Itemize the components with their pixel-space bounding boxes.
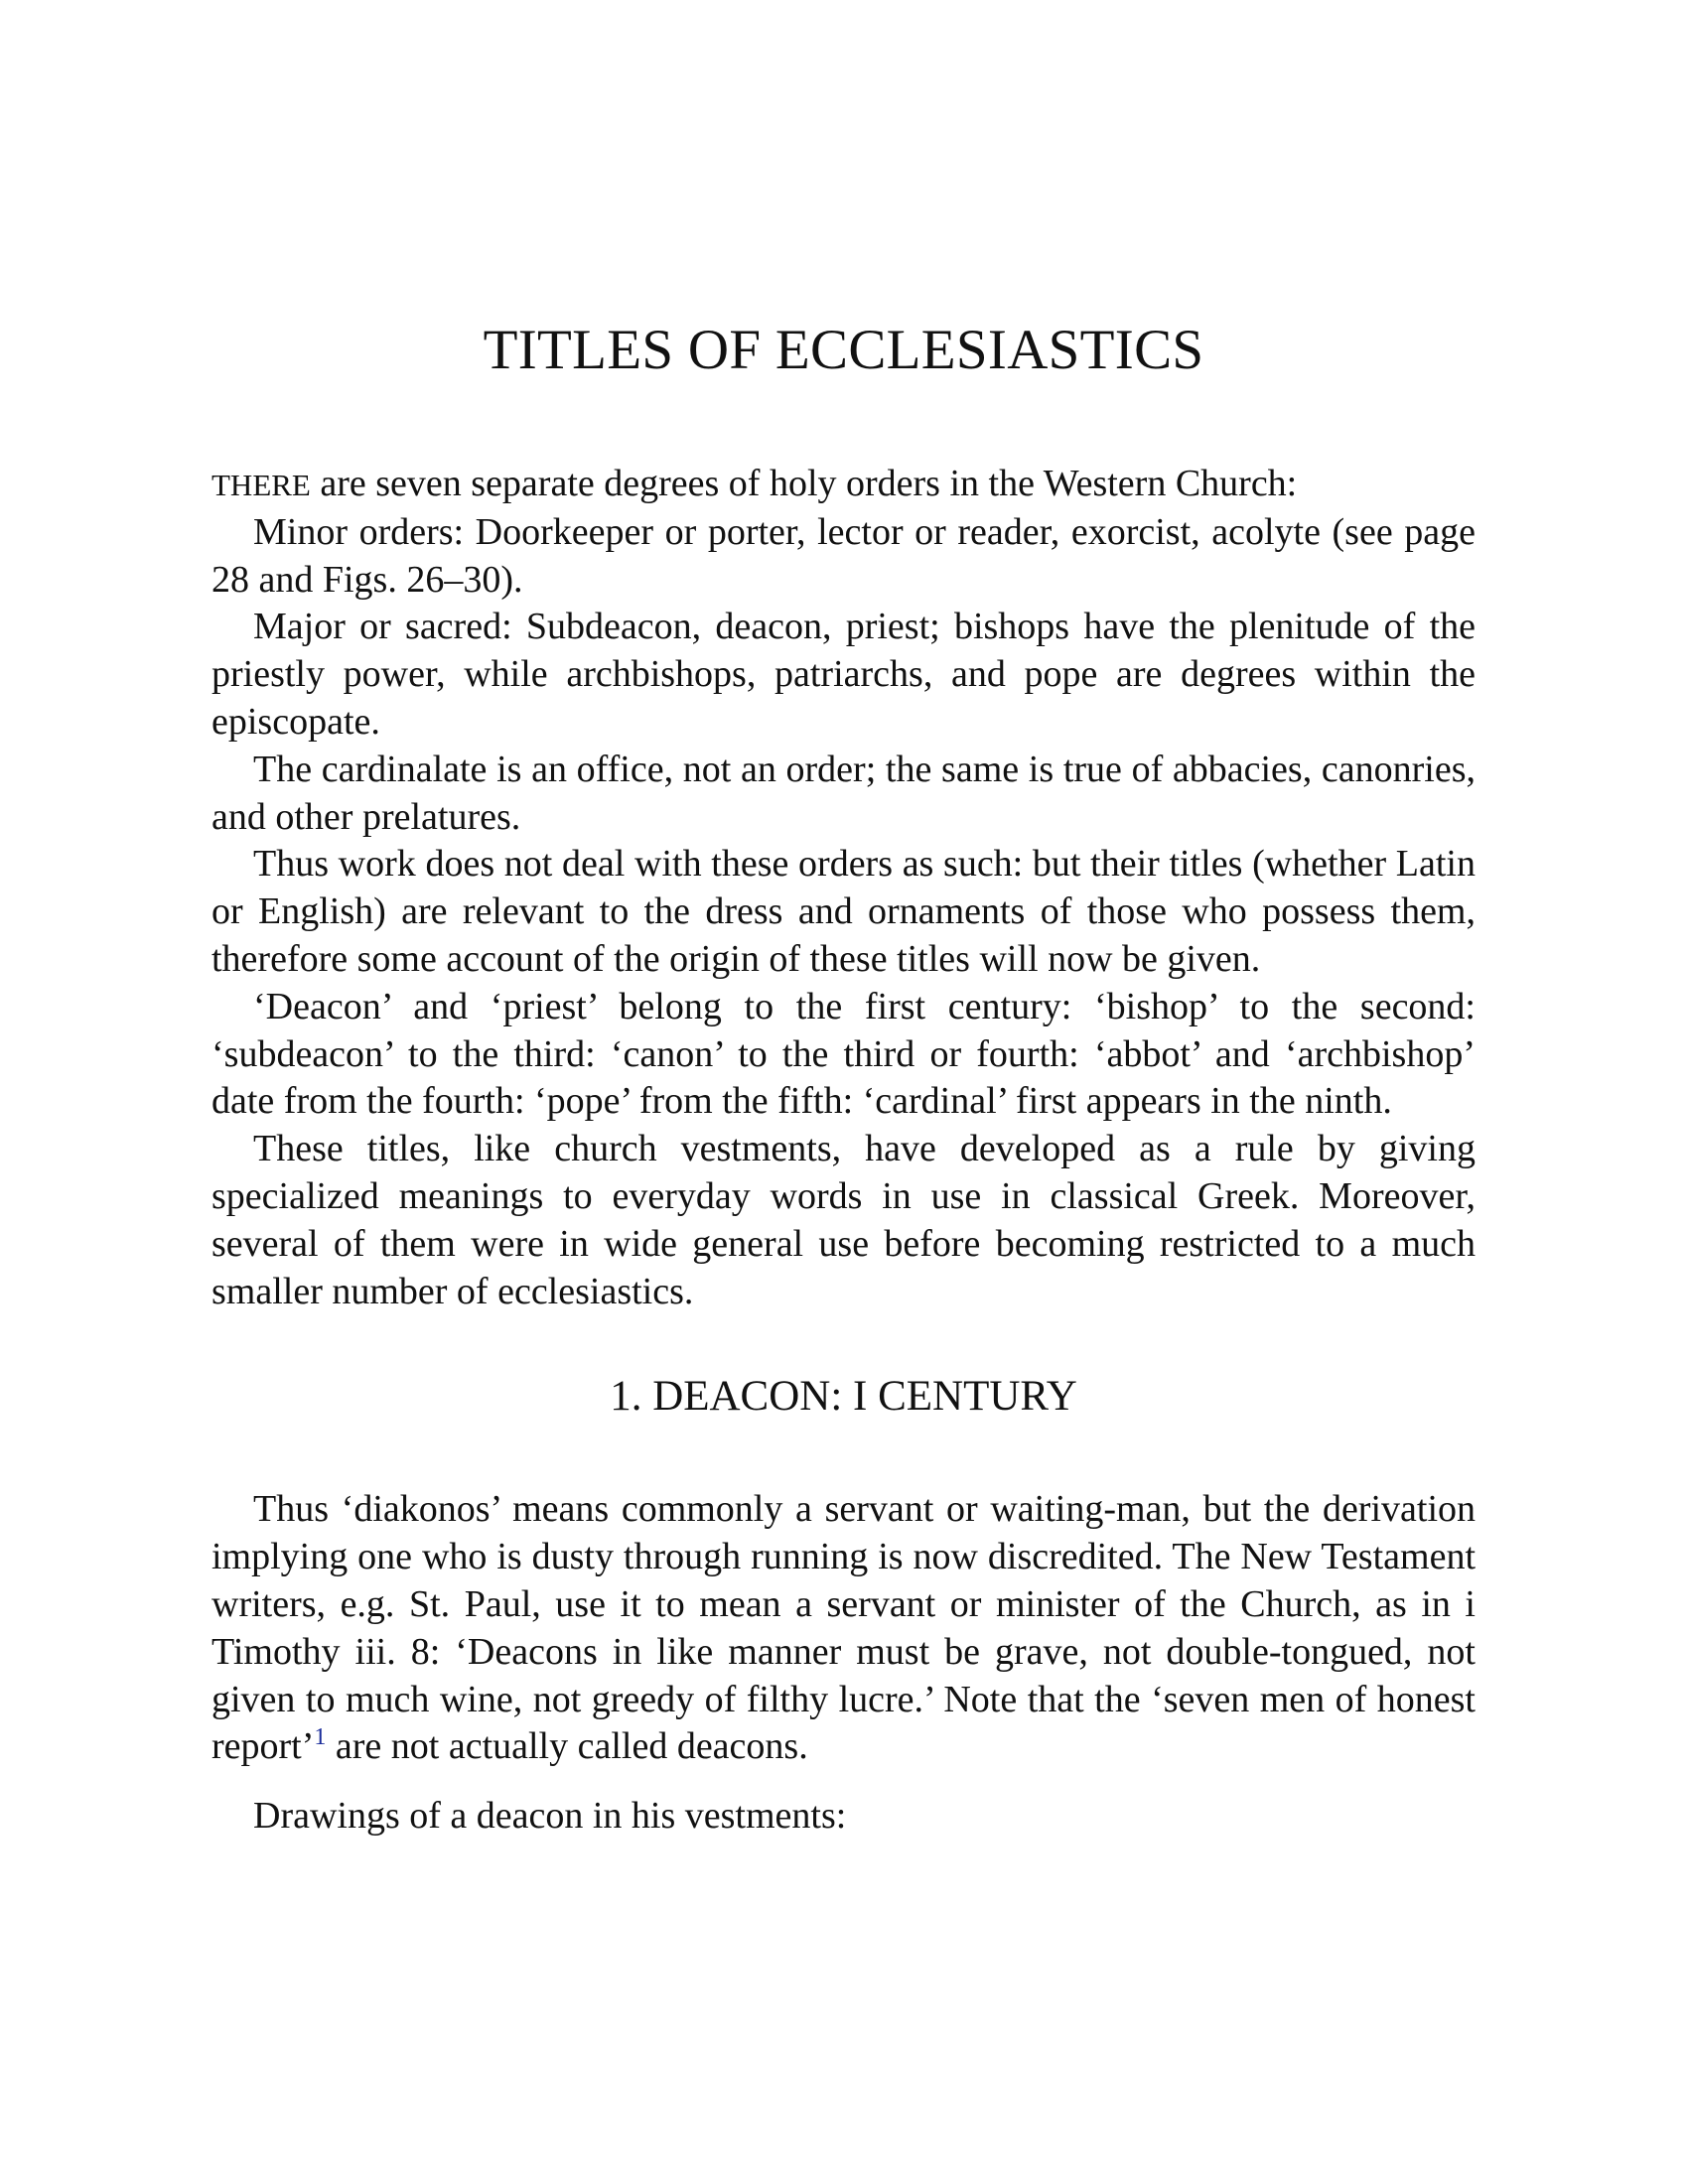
section-body-deacon (211, 1486, 1476, 1841)
paragraph-cardinalate: The cardinalate is an office, not an order; the same is true of abbacies, canonries, and other prelatures. (211, 748, 1476, 838)
paragraph-diakonos (211, 1486, 1476, 1771)
intro-paragraph (211, 461, 1476, 509)
section-heading-deacon: 1. DEACON: I CENTURY (610, 1373, 1077, 1421)
lead-word: THERE (211, 468, 311, 502)
document-page (211, 316, 1476, 1841)
intro-text: are seven separate degrees of holy orders in the Western Church: (310, 463, 1298, 504)
drawings-caption: Drawings of a deacon in his vestments: (253, 1795, 847, 1838)
paragraph-minor-orders: Minor orders: Doorkeeper or porter, lector or reader, exorcist, acolyte (see page 28 and Figs. 26–30). (211, 510, 1476, 601)
paragraph-titles-relevance: Thus work does not deal with these orders as such: but their titles (whether Latin or English) are relevant to the dress and ornaments of those who possess them, therefore some account of the origin of these titles will now be given. (211, 843, 1476, 980)
diakonos-text-end: are not actually called deacons. (326, 1725, 808, 1768)
diakonos-text: Thus ‘diakonos’ means commonly a servant or waiting-man, but the derivation implying one who is dusty through running is now discredited. The New Testament writers, e.g. St. Paul, use it to mean a servant or minister of the Church, as in i Timothy iii. 8: ‘Deacons in like manner must be grave, not double-tongued, not given to much wine, not greedy of filthy lucre.’ Note that the ‘seven men of honest report’ (211, 1488, 1476, 1768)
paragraph-title-development: These titles, like church vestments, have developed as a rule by giving specialized meanings to everyday words in use in classical Greek. Moreover, several of them were in wide general use before becoming restricted to a much smaller number of ecclesiastics. (211, 1128, 1476, 1312)
page-title: TITLES OF ECCLESIASTICS (483, 319, 1204, 381)
footnote-marker-link[interactable]: 1 (314, 1724, 327, 1751)
intro-block (211, 461, 1476, 1315)
paragraph-title-dates: ‘Deacon’ and ‘priest’ belong to the first century: ‘bishop’ to the second: ‘subdeacon’ to the third: ‘canon’ to the third or fourth: ‘abbot’ and ‘archbishop’ date from the fourth: ‘pope’ from the fifth: ‘cardinal’ first appears in the ninth. (211, 985, 1476, 1123)
paragraph-major-orders: Major or sacred: Subdeacon, deacon, priest; bishops have the plenitude of the priestly power, while archbishops, patriarchs, and pope are degrees within the episcopate. (211, 606, 1476, 743)
